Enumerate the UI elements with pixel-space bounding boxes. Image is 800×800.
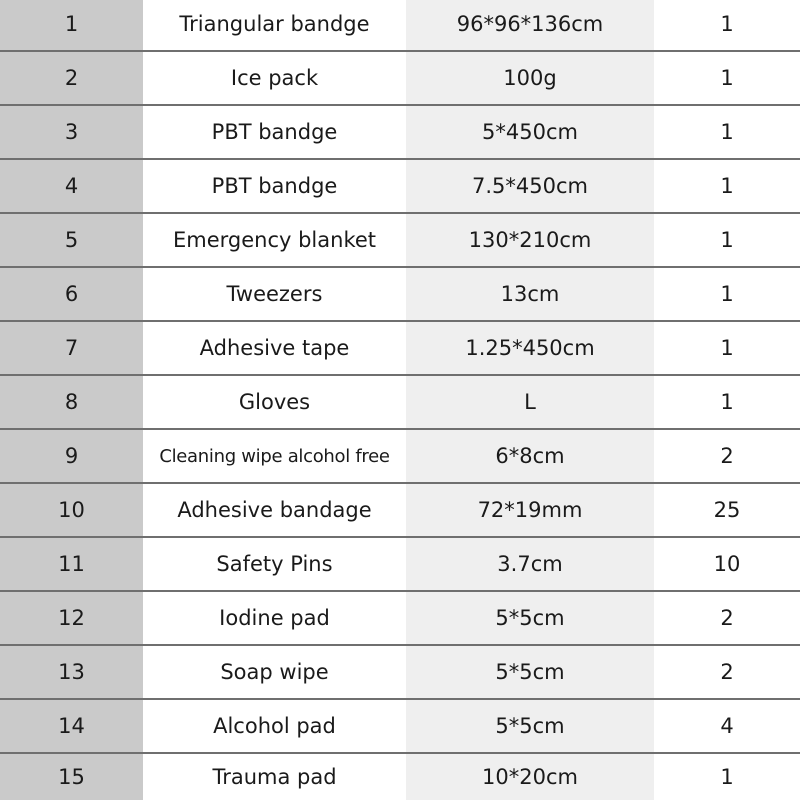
item-size: 3.7cm [406, 538, 654, 590]
item-name: Alcohol pad [143, 700, 406, 752]
item-size: 1.25*450cm [406, 322, 654, 374]
item-quantity: 1 [654, 754, 800, 800]
item-name: Cleaning wipe alcohol free [143, 430, 406, 482]
item-quantity: 1 [654, 106, 800, 158]
row-number: 4 [0, 160, 143, 212]
table-row [0, 484, 800, 536]
table-row [0, 322, 800, 374]
table-row [0, 646, 800, 698]
item-size: L [406, 376, 654, 428]
row-number: 7 [0, 322, 143, 374]
table-row [0, 214, 800, 266]
item-size: 100g [406, 52, 654, 104]
table-row [0, 592, 800, 644]
item-quantity: 2 [654, 592, 800, 644]
item-quantity: 10 [654, 538, 800, 590]
table-row [0, 268, 800, 320]
item-name: PBT bandge [143, 106, 406, 158]
item-quantity: 2 [654, 430, 800, 482]
row-number: 1 [0, 0, 143, 50]
item-name: Ice pack [143, 52, 406, 104]
row-number: 11 [0, 538, 143, 590]
item-name: Adhesive tape [143, 322, 406, 374]
row-number: 9 [0, 430, 143, 482]
table-row [0, 106, 800, 158]
item-quantity: 2 [654, 646, 800, 698]
row-number: 15 [0, 754, 143, 800]
table-row [0, 538, 800, 590]
table-row [0, 160, 800, 212]
item-name: Iodine pad [143, 592, 406, 644]
item-quantity: 1 [654, 268, 800, 320]
item-size: 5*5cm [406, 646, 654, 698]
item-quantity: 1 [654, 52, 800, 104]
item-quantity: 1 [654, 0, 800, 50]
item-name: Emergency blanket [143, 214, 406, 266]
row-number: 12 [0, 592, 143, 644]
row-number: 2 [0, 52, 143, 104]
row-number: 8 [0, 376, 143, 428]
item-size: 10*20cm [406, 754, 654, 800]
item-size: 5*450cm [406, 106, 654, 158]
table-row [0, 0, 800, 50]
row-number: 3 [0, 106, 143, 158]
table-row [0, 700, 800, 752]
item-name: Trauma pad [143, 754, 406, 800]
item-quantity: 4 [654, 700, 800, 752]
item-size: 130*210cm [406, 214, 654, 266]
row-number: 13 [0, 646, 143, 698]
item-quantity: 1 [654, 322, 800, 374]
item-size: 6*8cm [406, 430, 654, 482]
table-row [0, 376, 800, 428]
item-size: 96*96*136cm [406, 0, 654, 50]
row-number: 14 [0, 700, 143, 752]
item-name: Tweezers [143, 268, 406, 320]
table-row [0, 754, 800, 800]
item-size: 7.5*450cm [406, 160, 654, 212]
row-number: 10 [0, 484, 143, 536]
item-name: Triangular bandge [143, 0, 406, 50]
item-size: 13cm [406, 268, 654, 320]
item-name: PBT bandge [143, 160, 406, 212]
item-quantity: 1 [654, 214, 800, 266]
item-name: Safety Pins [143, 538, 406, 590]
row-number: 6 [0, 268, 143, 320]
item-size: 72*19mm [406, 484, 654, 536]
row-number: 5 [0, 214, 143, 266]
item-size: 5*5cm [406, 700, 654, 752]
item-size: 5*5cm [406, 592, 654, 644]
item-quantity: 1 [654, 160, 800, 212]
item-name: Gloves [143, 376, 406, 428]
table-row [0, 430, 800, 482]
item-quantity: 25 [654, 484, 800, 536]
item-name: Adhesive bandage [143, 484, 406, 536]
item-quantity: 1 [654, 376, 800, 428]
table-row [0, 52, 800, 104]
item-name: Soap wipe [143, 646, 406, 698]
